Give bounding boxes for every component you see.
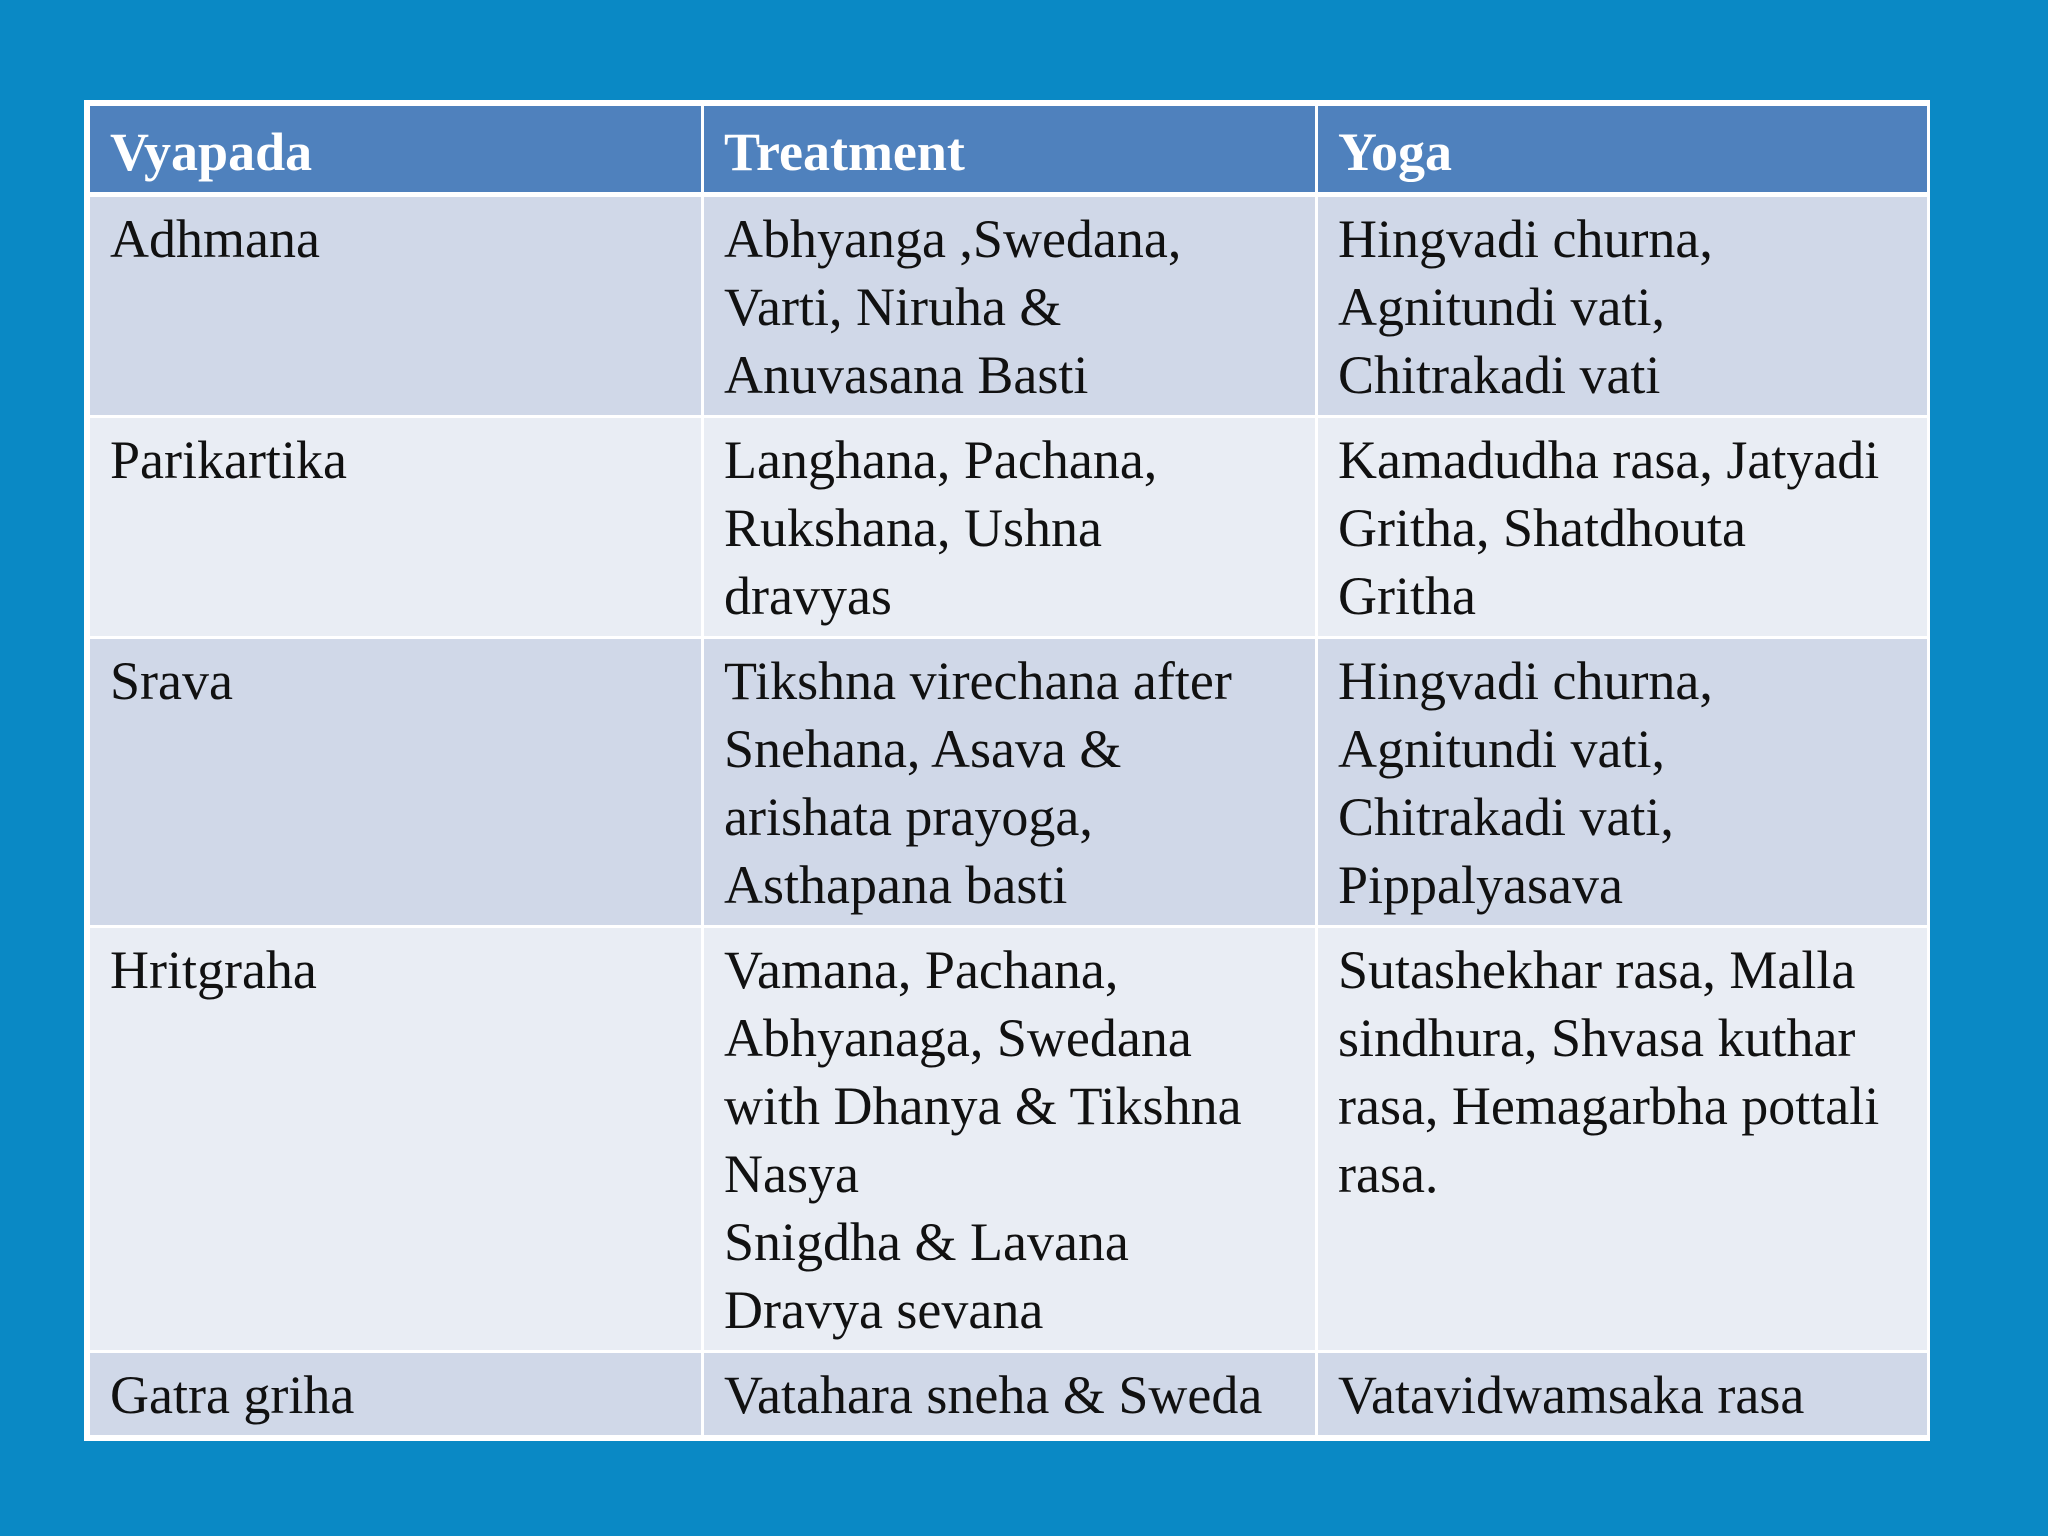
- table-row: [89, 927, 1929, 1352]
- cell-line: Abhyanaga, Swedana: [724, 1008, 1192, 1068]
- header-vyapada: Vyapada: [89, 105, 703, 195]
- cell-line: dravyas: [724, 566, 892, 626]
- cell-line: rasa, Hemagarbha pottali: [1338, 1076, 1880, 1136]
- table-row: [89, 638, 1929, 927]
- cell-yoga: [1317, 638, 1929, 927]
- cell-vyapada: [89, 417, 703, 638]
- cell-line: Pippalyasava: [1338, 855, 1623, 915]
- cell-line: arishata prayoga,: [724, 787, 1093, 847]
- cell-line: with Dhanya & Tikshna: [724, 1076, 1242, 1136]
- cell-yoga: [1317, 1352, 1929, 1437]
- cell-line: Hritgraha: [110, 940, 317, 1000]
- cell-line: rasa.: [1338, 1144, 1439, 1204]
- table-row: [89, 195, 1929, 417]
- cell-line: Langhana, Pachana,: [724, 430, 1158, 490]
- header-yoga: Yoga: [1317, 105, 1929, 195]
- cell-line: Kamadudha rasa, Jatyadi: [1338, 430, 1880, 490]
- table-row: [89, 417, 1929, 638]
- cell-vyapada: [89, 927, 703, 1352]
- table-row: [89, 1352, 1929, 1437]
- cell-line: Adhmana: [110, 209, 320, 269]
- cell-line: Srava: [110, 651, 233, 711]
- treatment-table-container: [84, 100, 1930, 1441]
- cell-line: Dravya sevana: [724, 1280, 1044, 1340]
- cell-yoga: [1317, 927, 1929, 1352]
- cell-treatment: [703, 417, 1317, 638]
- cell-line: Hingvadi churna,: [1338, 651, 1713, 711]
- cell-line: Chitrakadi vati,: [1338, 787, 1674, 847]
- cell-treatment: [703, 638, 1317, 927]
- cell-vyapada: [89, 195, 703, 417]
- cell-line: Agnitundi vati,: [1338, 719, 1665, 779]
- cell-line: Varti, Niruha &: [724, 277, 1062, 337]
- cell-line: Gatra griha: [110, 1365, 355, 1425]
- header-treatment: Treatment: [703, 105, 1317, 195]
- cell-line: Sutashekhar rasa, Malla: [1338, 940, 1856, 1000]
- cell-line: Vatahara sneha & Sweda: [724, 1365, 1263, 1425]
- table-body: [89, 195, 1929, 1437]
- cell-line: Gritha, Shatdhouta: [1338, 498, 1746, 558]
- cell-line: Nasya: [724, 1144, 859, 1204]
- cell-line: Rukshana, Ushna: [724, 498, 1102, 558]
- cell-yoga: [1317, 417, 1929, 638]
- cell-line: Vatavidwamsaka rasa: [1338, 1365, 1805, 1425]
- cell-line: Tikshna virechana after: [724, 651, 1232, 711]
- cell-line: Snehana, Asava &: [724, 719, 1122, 779]
- cell-treatment: [703, 195, 1317, 417]
- cell-line: Agnitundi vati,: [1338, 277, 1665, 337]
- table-header-row: [89, 105, 1929, 195]
- cell-line: Anuvasana Basti: [724, 345, 1089, 405]
- cell-treatment: [703, 1352, 1317, 1437]
- cell-line: Chitrakadi vati: [1338, 345, 1661, 405]
- cell-line: Gritha: [1338, 566, 1476, 626]
- cell-line: Abhyanga ,Swedana,: [724, 209, 1182, 269]
- cell-yoga: [1317, 195, 1929, 417]
- cell-line: Hingvadi churna,: [1338, 209, 1713, 269]
- treatment-table: [87, 103, 1930, 1438]
- cell-line: Asthapana basti: [724, 855, 1068, 915]
- cell-vyapada: [89, 1352, 703, 1437]
- cell-treatment: [703, 927, 1317, 1352]
- cell-vyapada: [89, 638, 703, 927]
- cell-line: sindhura, Shvasa kuthar: [1338, 1008, 1856, 1068]
- cell-line: Snigdha & Lavana: [724, 1212, 1129, 1272]
- cell-line: Parikartika: [110, 430, 347, 490]
- cell-line: Vamana, Pachana,: [724, 940, 1119, 1000]
